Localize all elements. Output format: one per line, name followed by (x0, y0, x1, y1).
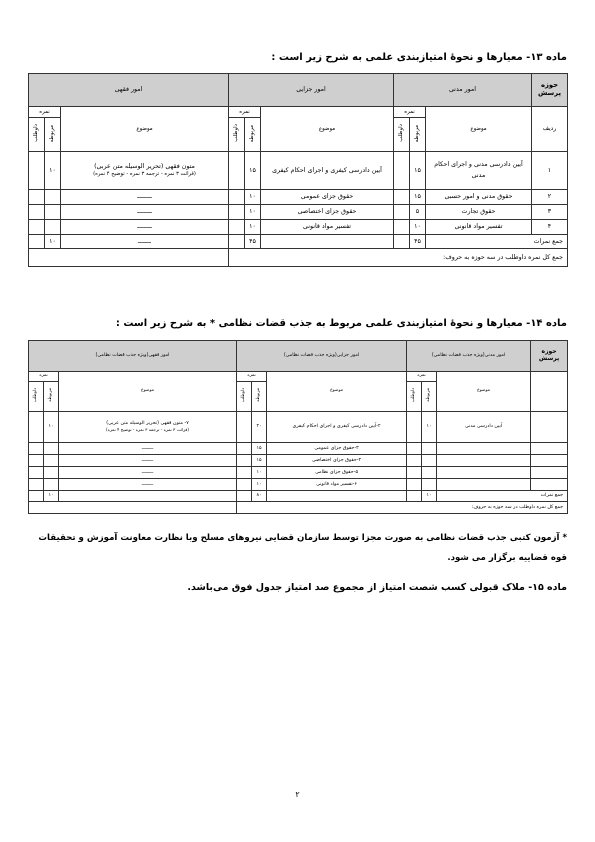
page-number: ۲ (295, 790, 300, 799)
group-criminal: امور جزایی(ویژه جذب قضات نظامی) (237, 341, 407, 372)
civil-candidate-header: داوطلب (407, 382, 422, 412)
criminal-candidate-score (229, 220, 245, 235)
table-row (29, 412, 568, 443)
criminal-score: ۱۰ (252, 467, 267, 479)
fiqh-candidate-score (29, 455, 44, 467)
criminal-candidate-total (237, 491, 252, 502)
civil-candidate-header: داوطلب (394, 118, 410, 152)
fiqh-score-header: نمره (29, 372, 59, 382)
fiqh-topic: ــــــــ (59, 479, 237, 491)
civil-related-header: مربوطه (410, 118, 426, 152)
civil-topic: حقوق مدنی و امور حسبی (426, 190, 532, 205)
civil-candidate-score (394, 205, 410, 220)
fiqh-score-header: نمره (29, 107, 61, 118)
row-number (531, 455, 568, 467)
fiqh-score (45, 220, 61, 235)
civil-score: ۱۰ (410, 220, 426, 235)
row-number: ۳ (532, 205, 568, 220)
civil-candidate-score (407, 467, 422, 479)
fiqh-topic (61, 152, 229, 190)
grand-total-value (29, 502, 237, 514)
criminal-score: ۱۵ (252, 443, 267, 455)
civil-score: ۵ (410, 205, 426, 220)
criminal-candidate-total (229, 235, 245, 249)
row-number-header (531, 372, 568, 412)
criminal-score: ۱۵ (245, 152, 261, 190)
table-row (29, 467, 568, 479)
criminal-candidate-score (237, 479, 252, 491)
fiqh-score (45, 205, 61, 220)
criminal-topic-header: موضوع (267, 372, 407, 412)
criminal-score-header: نمره (229, 107, 261, 118)
criminal-candidate-header: داوطلب (229, 118, 245, 152)
fiqh-topic: ــــــــ (61, 190, 229, 205)
row-number (531, 412, 568, 443)
criminal-candidate-score (229, 190, 245, 205)
grand-total-label: جمع کل نمره داوطلب در سه حوزه به حروف: (229, 249, 568, 267)
civil-topic-header: موضوع (437, 372, 531, 412)
civil-candidate-score (407, 479, 422, 491)
criminal-topic: ۳-حقوق جزای عمومی (267, 443, 407, 455)
group-civil: امور مدنی (394, 74, 532, 107)
civil-topic (437, 467, 531, 479)
table-row (29, 152, 568, 190)
civil-candidate-score (407, 412, 422, 443)
grand-total-row (29, 502, 568, 514)
fiqh-topic: ــــــــ (61, 205, 229, 220)
civil-topic: تفسیر مواد قانونی (426, 220, 532, 235)
totals-label: جمع نمرات (437, 491, 568, 502)
fiqh-candidate-score (29, 467, 44, 479)
totals-row (29, 235, 568, 249)
fiqh-topic-text: متون فقهی (تحریر الوسیله متن عربی) (94, 162, 195, 170)
table-row (29, 220, 568, 235)
criminal-topic: ۲-آیین دادرسی کیفری و اجرای احکام کیفری (267, 412, 407, 443)
fiqh-score: ۱۰ (44, 412, 59, 443)
grand-total-value (29, 249, 229, 267)
fiqh-candidate-score (29, 152, 45, 190)
criminal-related-header: مربوطه (245, 118, 261, 152)
fiqh-topic-header: موضوع (59, 372, 237, 412)
fiqh-topic-text: ۷- متون فقهی (تحریر الوسیله متن عربی) (106, 420, 189, 426)
criminal-score: ۲۰ (252, 412, 267, 443)
row-number-header: ردیف (532, 107, 568, 152)
civil-score: ۱۵ (410, 190, 426, 205)
civil-candidate-score (407, 443, 422, 455)
fiqh-topic: ــــــــ (59, 467, 237, 479)
fiqh-topic: ــــــــ (59, 443, 237, 455)
civil-score (422, 479, 437, 491)
fiqh-topic-header: موضوع (61, 107, 229, 152)
criminal-candidate-score (237, 412, 252, 443)
table-row (29, 443, 568, 455)
fiqh-candidate-total (29, 235, 45, 249)
criminal-score-header: نمره (237, 372, 267, 382)
civil-topic-header: موضوع (426, 107, 532, 152)
civil-candidate-score (394, 190, 410, 205)
civil-candidate-total (394, 235, 410, 249)
civil-candidate-total (407, 491, 422, 502)
totals-row (29, 491, 568, 502)
civil-topic: آیین دادرسی مدنی و اجرای احکام مدنی (426, 152, 532, 190)
fiqh-score: ۱۰ (45, 152, 61, 190)
criminal-related-header: مربوطه (252, 382, 267, 412)
civil-score-header: نمره (407, 372, 437, 382)
fiqh-candidate-total (29, 491, 44, 502)
area-header: حوزه پرسش (531, 341, 568, 372)
criminal-topic: ۴-حقوق جزای اختصاصی (267, 455, 407, 467)
criminal-candidate-score (229, 152, 245, 190)
civil-topic (437, 455, 531, 467)
fiqh-topic: ــــــــ (61, 220, 229, 235)
group-fiqh: امور فقهی (29, 74, 229, 107)
grand-total-row (29, 249, 568, 267)
civil-score: ۱۰ (422, 412, 437, 443)
criminal-topic: ۶-تفسیر مواد قانونی (267, 479, 407, 491)
criminal-candidate-score (237, 455, 252, 467)
article-14-table (28, 340, 568, 514)
fiqh-topic (59, 412, 237, 443)
article-14-heading: ماده ۱۴- معیارها و نحوۀ امتیازبندی علمی مربوط به جذب قضات نظامی * به شرح زیر است : (115, 318, 567, 329)
criminal-total-topic (267, 491, 407, 502)
fiqh-total-topic: ـــــــ (61, 235, 229, 249)
criminal-topic: آیین دادرسی کیفری و اجرای احکام کیفری (261, 152, 394, 190)
fiqh-candidate-score (29, 443, 44, 455)
criminal-candidate-header: داوطلب (237, 382, 252, 412)
fiqh-topic-note: (قرائت ۳ نمره - ترجمه ۳ نمره - توضیح ۴ نمره) (93, 171, 196, 178)
criminal-topic: حقوق جزای عمومی (261, 190, 394, 205)
fiqh-candidate-header: داوطلب (29, 382, 44, 412)
row-number: ۴ (532, 220, 568, 235)
criminal-candidate-score (229, 205, 245, 220)
group-fiqh: امور فقهی(ویژه جذب قضات نظامی) (29, 341, 237, 372)
criminal-total: ۸۰ (252, 491, 267, 502)
criminal-topic: حقوق جزای اختصاصی (261, 205, 394, 220)
criminal-score: ۱۰ (252, 479, 267, 491)
criminal-candidate-score (237, 443, 252, 455)
article-13-table (28, 73, 568, 267)
criminal-score: ۱۰ (245, 190, 261, 205)
criminal-total-topic (261, 235, 394, 249)
table-row (29, 190, 568, 205)
fiqh-related-header: مربوطه (44, 382, 59, 412)
row-number (531, 479, 568, 491)
civil-score (422, 455, 437, 467)
area-header: حوزه پرسش (532, 74, 568, 107)
civil-related-header: مربوطه (422, 382, 437, 412)
civil-topic: آیین دادرسی مدنی (437, 412, 531, 443)
fiqh-candidate-score (29, 220, 45, 235)
row-number (531, 443, 568, 455)
civil-score (422, 467, 437, 479)
fiqh-candidate-score (29, 190, 45, 205)
fiqh-total: ۱۰ (44, 491, 59, 502)
civil-score (422, 443, 437, 455)
civil-topic (437, 443, 531, 455)
criminal-topic: تفسیر مواد قانونی (261, 220, 394, 235)
civil-candidate-score (394, 220, 410, 235)
fiqh-score (44, 443, 59, 455)
fiqh-related-header: مربوطه (45, 118, 61, 152)
criminal-topic: ۵-حقوق جزای نظامی (267, 467, 407, 479)
criminal-score: ۱۰ (245, 220, 261, 235)
totals-label: جمع نمرات (426, 235, 568, 249)
civil-score: ۱۵ (410, 152, 426, 190)
row-number: ۲ (532, 190, 568, 205)
criminal-topic-header: موضوع (261, 107, 394, 152)
civil-total: ۱۰ (422, 491, 437, 502)
row-number (531, 467, 568, 479)
military-judges-footnote: * آزمون کتبی جذب قضات نظامی به صورت مجزا توسط سازمان قضایی نیروهای مسلح وبا نظارت معاونت آموزش و تحقیقات قوه قضاییه برگزار می شود. (38, 533, 567, 563)
civil-score-header: نمره (394, 107, 426, 118)
article-15-text: ماده ۱۵- ملاک قبولی کسب شصت امتیاز از مجموع صد امتیاز جدول فوق می‌باشد. (187, 582, 567, 593)
group-criminal: امور جزایی (229, 74, 394, 107)
fiqh-candidate-score (29, 479, 44, 491)
civil-candidate-score (394, 152, 410, 190)
grand-total-label: جمع کل نمره داوطلب در سه حوزه به حروف: (237, 502, 568, 514)
fiqh-total: ۱۰ (45, 235, 61, 249)
fiqh-topic-note: (قرائت ۳ نمره - ترجمه ۳ نمره - توضیح ۴ نمره) (106, 427, 190, 433)
criminal-score: ۱۵ (252, 455, 267, 467)
article-13-heading: ماده ۱۳- معیارها و نحوۀ امتیازبندی علمی به شرح زیر است : (271, 52, 567, 63)
criminal-total: ۴۵ (245, 235, 261, 249)
table-row (29, 455, 568, 467)
fiqh-candidate-header: داوطلب (29, 118, 45, 152)
fiqh-score (44, 479, 59, 491)
fiqh-score (45, 190, 61, 205)
fiqh-candidate-score (29, 412, 44, 443)
row-number: ۱ (532, 152, 568, 190)
table-row (29, 205, 568, 220)
criminal-candidate-score (237, 467, 252, 479)
fiqh-total-topic (59, 491, 237, 502)
civil-topic: حقوق تجارت (426, 205, 532, 220)
fiqh-candidate-score (29, 205, 45, 220)
fiqh-topic: ــــــــ (59, 455, 237, 467)
fiqh-score (44, 467, 59, 479)
criminal-score: ۱۰ (245, 205, 261, 220)
civil-total: ۴۵ (410, 235, 426, 249)
fiqh-score (44, 455, 59, 467)
civil-candidate-score (407, 455, 422, 467)
civil-topic (437, 479, 531, 491)
table-row (29, 479, 568, 491)
group-civil: امور مدنی(ویژه جذب قضات نظامی) (407, 341, 531, 372)
